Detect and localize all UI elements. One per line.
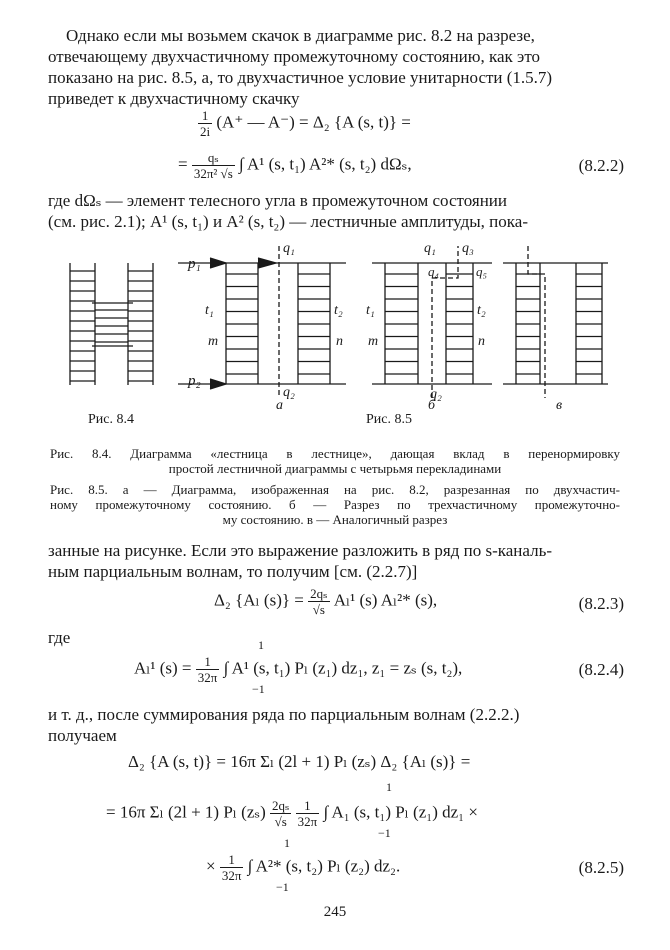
subfigure-a-label: а bbox=[276, 398, 283, 413]
n-label: n bbox=[336, 334, 343, 349]
subfigure-c-label: в bbox=[556, 398, 563, 413]
equation-lhs: (A⁺ — A⁻) = Δ₂ {A (s, t)} = bbox=[216, 112, 411, 132]
q4-label: q₄ bbox=[428, 264, 440, 279]
q3-label: q₃ bbox=[462, 241, 474, 256]
t2-label: t₂ bbox=[477, 303, 486, 318]
equation-body: ∫ A¹ (s, t₁) A²* (s, t₂) dΩₛ, bbox=[239, 154, 412, 174]
m-label: m bbox=[368, 334, 379, 349]
q2-label: q₂ bbox=[430, 387, 442, 402]
p1-label: p₁ bbox=[188, 256, 201, 272]
t1-label: t₁ bbox=[205, 303, 214, 318]
equation-number: (8.2.5) bbox=[578, 858, 624, 877]
intro-line: отвечающему двухчастичному промежуточному состоянию, как это bbox=[48, 47, 541, 66]
fraction: $\frac{\text{qₛ}}{\text{32π² √s}}$ bbox=[193, 150, 233, 181]
equation-8-2-4: Aₗ¹ (s) = $\frac{1}{32\pi}$ ∫ A¹ (s, t₁) Pₗ (z₁) dz₁, z₁ = zₛ (s, t₂), bbox=[134, 654, 463, 685]
fraction: $\frac{1}{32\pi}$ bbox=[221, 852, 242, 883]
where-line: (см. рис. 2.1); A¹ (s, t₁) и A² (s, t₂) — лестничные амплитуды, пока- bbox=[48, 212, 528, 231]
equation-number: (8.2.2) bbox=[578, 156, 624, 175]
figure-8-4 bbox=[70, 263, 153, 385]
q1-label: q₁ bbox=[424, 241, 436, 256]
q2-label: q₂ bbox=[283, 385, 295, 400]
intro-line: приведет к двухчастичному скачку bbox=[48, 89, 300, 108]
intro-paragraph bbox=[48, 25, 628, 109]
ladder-diagrams-figure bbox=[0, 238, 670, 428]
equation-8-2-5-line3: × $\frac{1}{32\pi}$ ∫ A²* (s, t₂) Pₗ (z₂) dz₂. bbox=[206, 852, 401, 883]
caption-8-5: Рис. 8.5. а — Диаграмма, изображенная на рис. 8.2, разрезанная по двухчастич- ному промежуточному состоянию. б — Разрез по трехчастичному промежуточно- му состоянию. в — Аналогичный разрез bbox=[50, 482, 620, 527]
figure-8-5-label: Рис. 8.5 bbox=[366, 412, 412, 427]
fraction: $\frac{\text{2qₛ}}{√s}$ bbox=[310, 586, 328, 617]
fraction: $\frac{\text{2qₛ}}{√s}$ bbox=[272, 798, 290, 829]
fraction: $\frac{1}{2i}$ bbox=[200, 108, 211, 139]
figure-8-5a bbox=[178, 241, 346, 400]
where-paragraph bbox=[48, 190, 628, 232]
fraction: $\frac{1}{32\pi}$ bbox=[297, 798, 318, 829]
where-line: где dΩₛ — элемент телесного угла в промежуточном состоянии bbox=[48, 191, 507, 210]
integral-lower-limit: −1 bbox=[252, 682, 265, 696]
equation-8-2-5-line2: = 16π Σₗ (2l + 1) Pₗ (zₛ) $\frac{\text{2qₛ}}{√s}$ $\frac{1}{32\pi}$ ∫ A₁ (s, t₁) Pₗ (z₁) dz₁ × bbox=[106, 798, 478, 829]
integral-lower-limit: −1 bbox=[378, 826, 391, 840]
equation-8-2-3: Δ₂ {Aₗ (s)} = $\frac{\text{2qₛ}}{√s}$ Aₗ¹ (s) Aₗ²* (s), bbox=[214, 586, 438, 617]
where-label: где bbox=[48, 628, 71, 647]
body-paragraph-3: и т. д., после суммирования ряда по парциальным волнам (2.2.2.) получаем bbox=[48, 705, 520, 745]
equation-8-2-2-line2: = $\frac{\text{qₛ}}{\text{32π² √s}}$ ∫ A¹ (s, t₁) A²* (s, t₂) dΩₛ, bbox=[178, 150, 412, 181]
integral-upper-limit: 1 bbox=[284, 836, 290, 850]
n-label: n bbox=[478, 334, 485, 349]
page-number: 245 bbox=[323, 904, 347, 920]
t2-label: t₂ bbox=[334, 303, 343, 318]
subfigure-b-label: б bbox=[428, 398, 436, 413]
figure-8-5c bbox=[503, 246, 608, 398]
q1-label: q₁ bbox=[283, 241, 295, 256]
figure-8-4-label: Рис. 8.4 bbox=[88, 412, 134, 427]
intro-line: показано на рис. 8.5, а, то двухчастичное условие унитарности (1.5.7) bbox=[48, 68, 553, 87]
q5-label: q₅ bbox=[476, 264, 488, 279]
figure-8-5b bbox=[366, 241, 492, 402]
integral-upper-limit: 1 bbox=[258, 638, 264, 652]
intro-line: Однако если мы возьмем скачок в диаграмме рис. 8.2 на разрезе, bbox=[66, 26, 535, 45]
fraction: $\frac{1}{32\pi}$ bbox=[197, 654, 218, 685]
t1-label: t₁ bbox=[366, 303, 375, 318]
equation-8-2-5-line1: Δ₂ {A (s, t)} = 16π Σₗ (2l + 1) Pₗ (zₛ) Δ₂ {Aₗ (s)} = bbox=[128, 752, 471, 771]
body-paragraph-2: занные на рисунке. Если это выражение разложить в ряд по s-каналь- ным парциальным волнам, то получим [см. (2.2.7)] bbox=[48, 541, 552, 581]
equation-8-2-2-line1 bbox=[198, 108, 411, 139]
p2-label: p₂ bbox=[188, 373, 201, 389]
equation-number: (8.2.4) bbox=[578, 660, 624, 679]
caption-8-4: Рис. 8.4. Диаграмма «лестница в лестнице», дающая вклад в перенормировку простой лестничной диаграммы с четырьмя перекладинами bbox=[50, 446, 620, 476]
m-label: m bbox=[208, 334, 219, 349]
integral-lower-limit: −1 bbox=[276, 880, 289, 894]
equation-number: (8.2.3) bbox=[578, 594, 624, 613]
integral-upper-limit: 1 bbox=[386, 780, 392, 794]
